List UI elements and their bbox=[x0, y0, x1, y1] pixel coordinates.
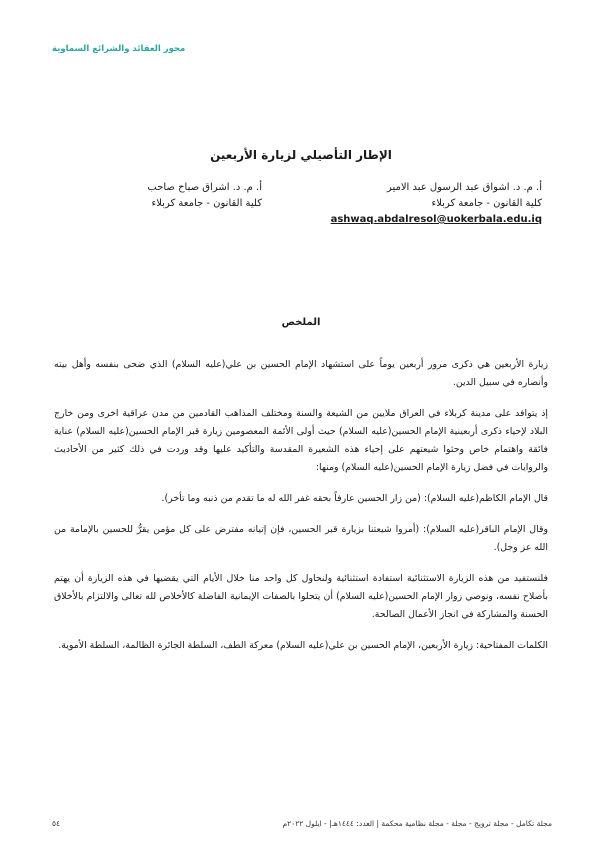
author-block-1 bbox=[322, 180, 542, 228]
author-name: أ. م. د. اشواق عبد الرسول عبد الامير bbox=[386, 182, 542, 193]
abstract-paragraph: فلنستفيد من هذه الزيارة الاستثنائية استفادة استثنائية ولنحاول كل واحد منا خلال الأيام التي يقضيها في هذه الزيارة أن يهتم بأصلاح نفسه، ونوصي زوار الإمام الحسين(عليه السلام) أن يتحلوا بالصفات الإيمانية الفاضلة كالأخلاص لله تعالى والالتزام بالأخلاق الحسنة والمشاركة في انجاز الأعمال الصالحة. bbox=[54, 573, 548, 620]
abstract-paragraph: قال الإمام الكاظم(عليه السلام): (من زار الحسين عارفاً بحقه غفر الله له ما تقدم من ذنبه وما تأخر). bbox=[161, 493, 548, 504]
abstract-body bbox=[54, 356, 548, 668]
page-footer bbox=[52, 819, 552, 828]
paper-title: الإطار التأصيلي لزيارة الأربعين bbox=[210, 148, 392, 162]
author-affiliation: كلية القانون - جامعة كربلاء bbox=[151, 198, 262, 209]
author-affiliation: كلية القانون - جامعة كربلاء bbox=[431, 198, 542, 209]
footer-journal-info: مجلة تكامل - مجلة ترويج - مجلة - مجلة نظامية محكمة | العدد: ١٤٤٤هـ| - ايلول ٢٠٢٢م bbox=[282, 819, 552, 828]
author-block-2 bbox=[42, 180, 262, 212]
page-number: ٥٤ bbox=[52, 819, 61, 828]
journal-section-label: محور العقائد والشرائع السماوية bbox=[52, 44, 186, 54]
author-email-link[interactable]: ashwaq.abdalresol@uokerbala.edu.iq bbox=[330, 214, 542, 225]
author-name: أ. م. د. اشراق صباح صاحب bbox=[147, 182, 262, 193]
abstract-paragraph: وقال الإمام الباقر(عليه السلام): (أمروا شيعتنا بزيارة قبر الحسين، فإن إتيانه مفترض على كل مؤمن يقرُّ للحسين بالإمامة من الله عز وجل). bbox=[54, 524, 548, 553]
abstract-paragraph: زيارة الأربعين هي ذكرى مرور أربعين يوماً على استشهاد الإمام الحسين بن علي(عليه السلام) الذي ضحى بنفسه وأهل بيته وأنصاره في سبيل الدين. bbox=[54, 359, 548, 388]
keywords-paragraph: الكلمات المفتاحية: زيارة الأربعين، الإمام الحسين بن علي(عليه السلام) معركة الطف، السلطة الجائرة الظالمة، السلطة الأموية. bbox=[58, 640, 548, 651]
abstract-heading: الملخص bbox=[281, 317, 321, 328]
abstract-paragraph: إذ يتوافد على مدينة كربلاء في العراق ملايين من الشيعة والسنة ومختلف المذاهب القادمين من مدن عراقية اخرى ومن خارج البلاد لإحياء ذكرى أربعينية الإمام الحسين(عليه السلام) حيث أولى الأئمة المعصومين زيارة قبر الإمام الحسين(عليه السلام) عناية فائقة واهتمام خاص وحثوا شيعتهم على إحياء هذه الشعيرة المقدسة والتأكيد عليها وقد وردت في ذلك كثير من الأحاديث والروايات في فضل زيارة الإمام الحسين(عليه السلام) ومنها: bbox=[54, 408, 548, 473]
